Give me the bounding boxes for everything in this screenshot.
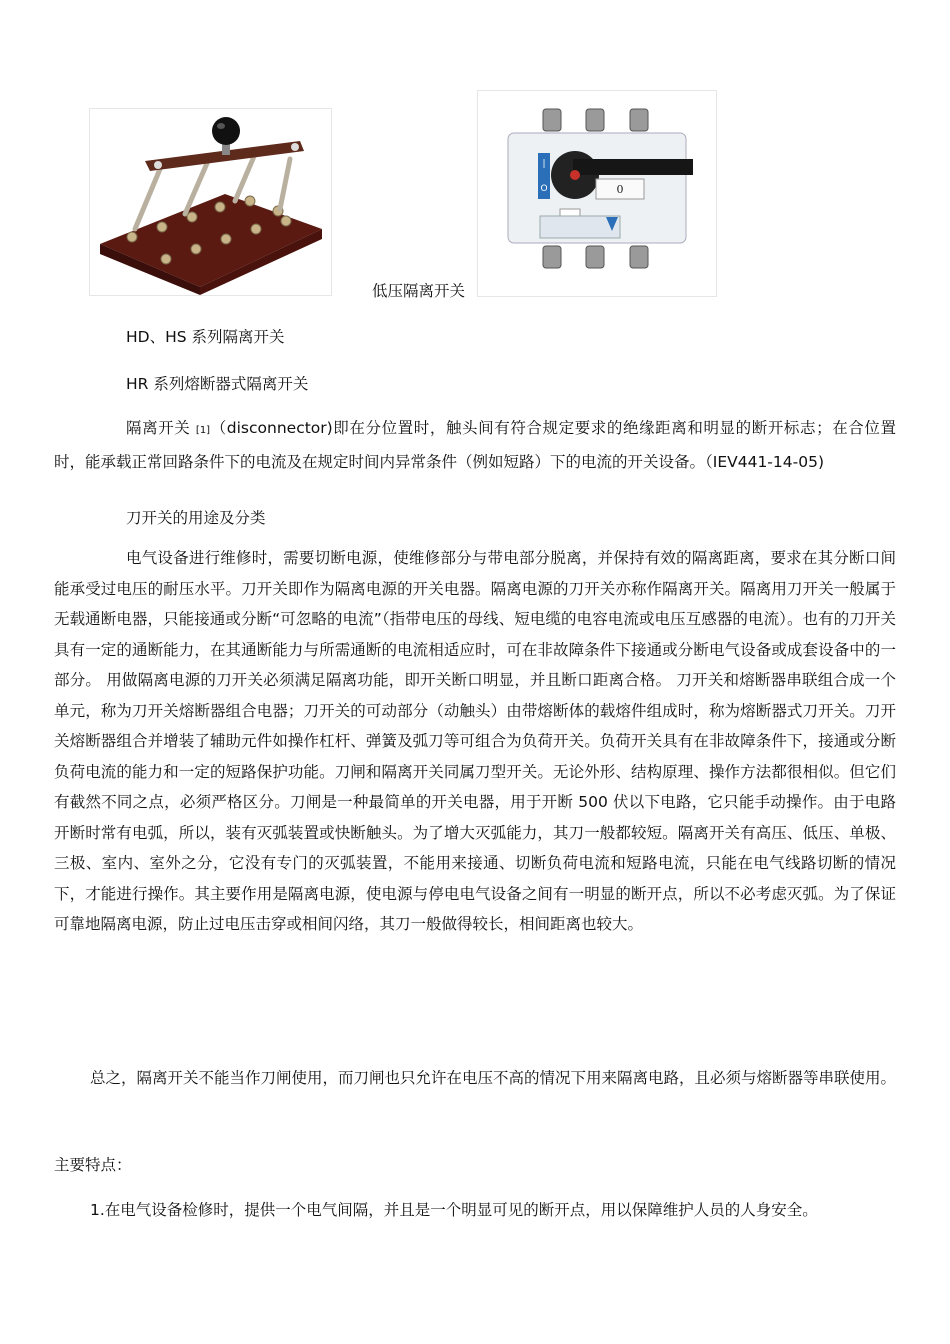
hr-caption: HR 系列熔断器式隔离开关: [126, 375, 309, 393]
definition-text: （disconnector)即在分位置时，触头间有符合规定要求的绝缘距离和明显的断开标志；在合位置时，能承载正常回路条件下的电流及在规定时间内异常条件（例如短路）下的电流的开关设备。（IEV441-14-05): [54, 419, 896, 471]
dial-label: 0: [616, 183, 624, 196]
definition-lead: 隔离开关: [126, 419, 191, 437]
knife-switch-photo: [90, 109, 331, 295]
feature-item-1: 1.在电气设备检修时，提供一个电气间隔，并且是一个明显可见的断开点，用以保障维护人员的人身安全。: [90, 1201, 818, 1219]
knife-switch-figure: [89, 108, 332, 296]
figure-caption: 低压隔离开关: [372, 282, 466, 300]
definition-paragraph: [54, 413, 896, 477]
rotary-isolator-photo: [478, 91, 716, 296]
body-paragraph: 电气设备进行维修时，需要切断电源，使维修部分与带电部分脱离，并保持有效的隔离距离，要求在其分断口间能承受过电压的耐压水平。刀开关即作为隔离电源的开关电器。隔离电源的刀开关亦称作隔离开关。隔离用刀开关一般属于无载通断电器，只能接通或分断“可忽略的电流”（指带电压的母线、短电缆的电容电流或电压互感器的电流）。也有的刀开关具有一定的通断能力，在其通断能力与所需通断的电流相适应时，可在非故障条件下接通或分断电气设备或成套设备中的一部分。 用做隔离电源的刀开关必须满足隔离功能，即开关断口明显，并且断口距离合格。 刀开关和熔断器串联组合成一个单元，称为刀开关熔断器组合电器；刀开关的可动部分（动触头）由带熔断体的载熔件组成时，称为熔断器式刀开关。刀开关熔断器组合并增装了辅助元件如操作杠杆、弹簧及弧刀等可组合为负荷开关。负荷开关具有在非故障条件下，接通或分断负荷电流的能力和一定的短路保护功能。刀闸和隔离开关同属刀型开关。无论外形、结构原理、操作方法都很相似。但它们有截然不同之点，必须严格区分。刀闸是一种最简单的开关电器，用于开断 500 伏以下电路，它只能手动操作。由于电路开断时常有电弧，所以，装有灭弧装置或快断触头。为了增大灭弧能力，其刀一般都较短。隔离开关有高压、低压、单极、三极、室内、室外之分，它没有专门的灭弧装置，不能用来接通、切断负荷电流和短路电流，只能在电气线路切断的情况下，才能进行操作。其主要作用是隔离电源，使电源与停电电气设备之间有一明显的断开点，所以不必考虑灭弧。为了保证可靠地隔离电源，防止过电压击穿或相间闪络，其刀一般做得较长，相间距离也较大。: [54, 549, 896, 933]
rotary-isolator-figure: [477, 90, 717, 297]
summary-paragraph: 总之，隔离开关不能当作刀闸使用，而刀闸也只允许在电压不高的情况下用来隔离电路，且必须与熔断器等串联使用。: [90, 1069, 897, 1087]
citation-ref: [1]: [195, 425, 211, 436]
section-title: 刀开关的用途及分类: [126, 509, 266, 527]
features-title: 主要特点：: [54, 1156, 132, 1174]
off-mark: O: [540, 184, 548, 194]
on-mark: |: [542, 159, 546, 169]
hd-hs-caption: HD、HS 系列隔离开关: [126, 328, 285, 346]
